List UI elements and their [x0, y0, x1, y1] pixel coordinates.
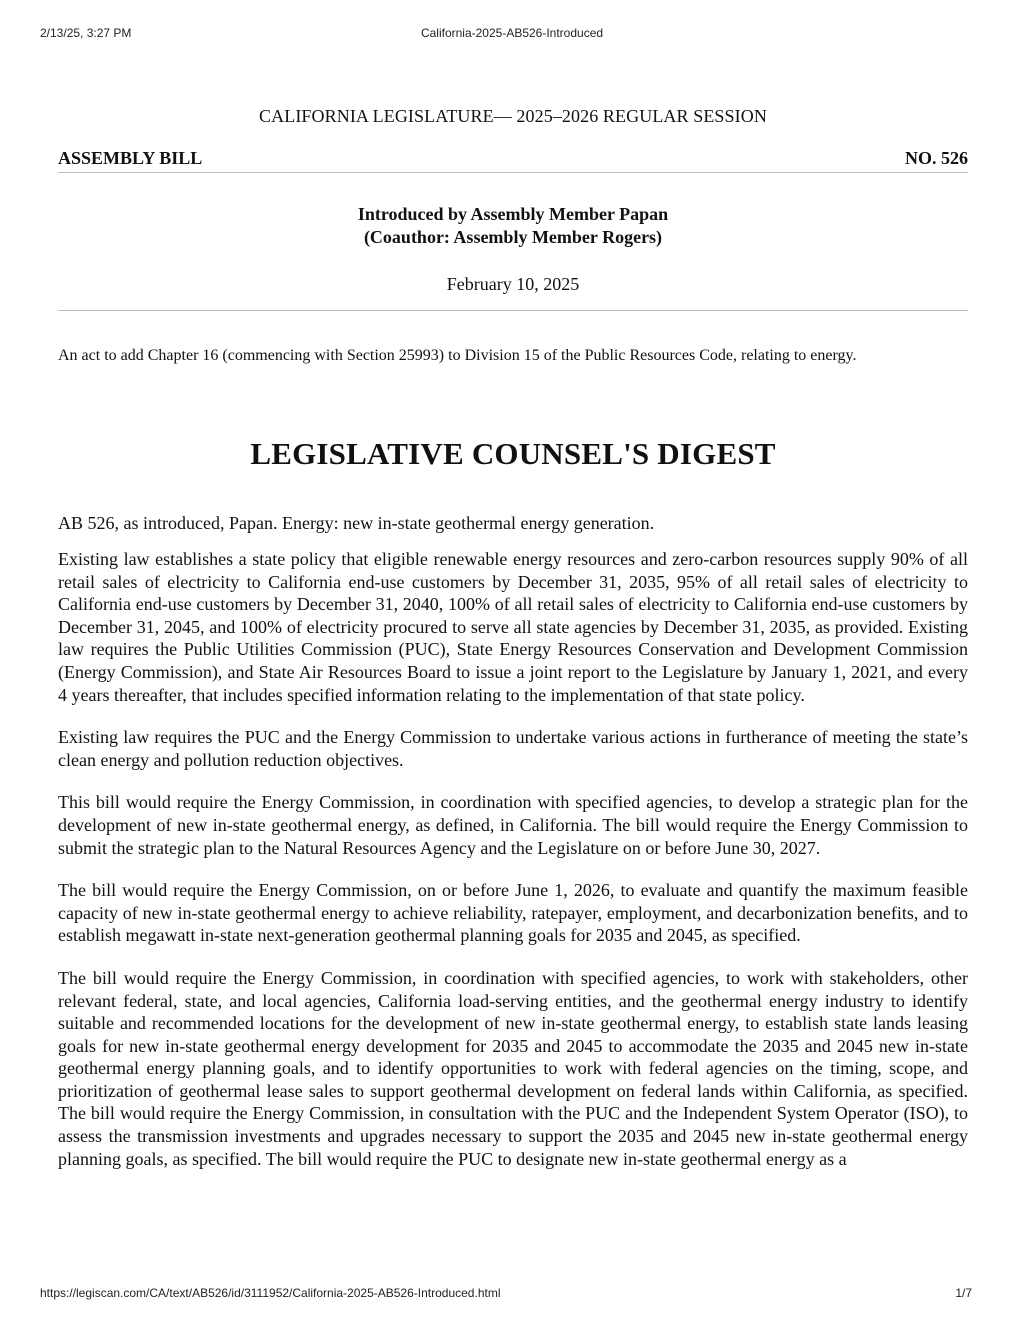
print-datetime: 2/13/25, 3:27 PM: [40, 26, 132, 40]
print-doc-title: California-2025-AB526-Introduced: [420, 26, 604, 40]
digest-summary: AB 526, as introduced, Papan. Energy: new in-state geothermal energy generation.: [58, 513, 655, 533]
bill-identifier-line: [58, 148, 968, 173]
bill-number: NO. 526: [905, 148, 968, 168]
digest-paragraph: The bill would require the Energy Commission, in coordination with specified agencies, to work with stakeholders, other relevant federal, state, and local agencies, California load-serving entities, and the geothermal energy industry to identify suitable and recommended locations for the development of new in-state geothermal energy, to establish state lands leasing goals for new in-state geothermal energy development for 2035 and 2045 to accommodate the 2035 and 2045 new in-state geothermal energy planning goals, and to identify opportunities to work with federal agencies on the timing, scope, and prioritization of geothermal lease sales to support geothermal development on federal lands within California, as specified. The bill would require the Energy Commission, in consultation with the PUC and the Independent System Operator (ISO), to assess the transmission investments and upgrades necessary to support the 2035 and 2045 new in-state geothermal energy planning goals, as specified. The bill would require the PUC to designate new in-state geothermal energy as a: [58, 967, 968, 1169]
authorship-block: [58, 203, 968, 249]
print-footer: [40, 1286, 984, 1302]
coauthor: (Coauthor: Assembly Member Rogers): [363, 227, 663, 247]
digest-paragraph: Existing law requires the PUC and the Energy Commission to undertake various actions in furtherance of meeting the state’s clean energy and pollution reduction objectives.: [58, 727, 968, 770]
digest-paragraph: The bill would require the Energy Commission, on or before June 1, 2026, to evaluate and quantify the maximum feasible capacity of new in-state geothermal energy to achieve reliability, ratepayer, employment, and decarbonization benefits, and to establish megawatt in-state next-generation geothermal planning goals for 2035 and 2045, as specified.: [58, 880, 968, 946]
bill-document: [58, 105, 968, 1170]
digest-paragraph: Existing law establishes a state policy that eligible renewable energy resources and zero-carbon resources supply 90% of all retail sales of electricity to California end-use customers by December 31, 2035, 95% of all retail sales of electricity to California end-use customers by December 31, 2040, 100% of all retail sales of electricity to California end-use customers by December 31, 2045, and 100% of electricity procured to serve all state agencies by December 31, 2035, as provided. Existing law requires the Public Utilities Commission (PUC), State Energy Resources Conservation and Development Commission (Energy Commission), and State Air Resources Board to issue a joint report to the Legislature by January 1, 2021, and every 4 years thereafter, that includes specified information relating to the implementation of that state policy.: [58, 549, 968, 705]
source-url: https://legiscan.com/CA/text/AB526/id/3111952/California-2025-AB526-Introduced.html: [40, 1286, 501, 1300]
introduced-by: Introduced by Assembly Member Papan: [357, 204, 669, 224]
act-description: An act to add Chapter 16 (commencing with Section 25993) to Division 15 of the Public Resources Code, relating to energy.: [58, 347, 857, 364]
digest-paragraph: This bill would require the Energy Commission, in coordination with specified agencies, to develop a strategic plan for the development of new in-state geothermal energy, as defined, in California. The bill would require the Energy Commission to submit the strategic plan to the Natural Resources Agency and the Legislature on or before June 30, 2027.: [58, 792, 968, 858]
session-heading: CALIFORNIA LEGISLATURE— 2025–2026 REGULAR SESSION: [259, 106, 767, 126]
bill-type: ASSEMBLY BILL: [58, 148, 203, 168]
digest-title: LEGISLATIVE COUNSEL'S DIGEST: [250, 436, 776, 471]
introduced-date: February 10, 2025: [58, 273, 968, 311]
page-number: 1/7: [955, 1286, 972, 1300]
